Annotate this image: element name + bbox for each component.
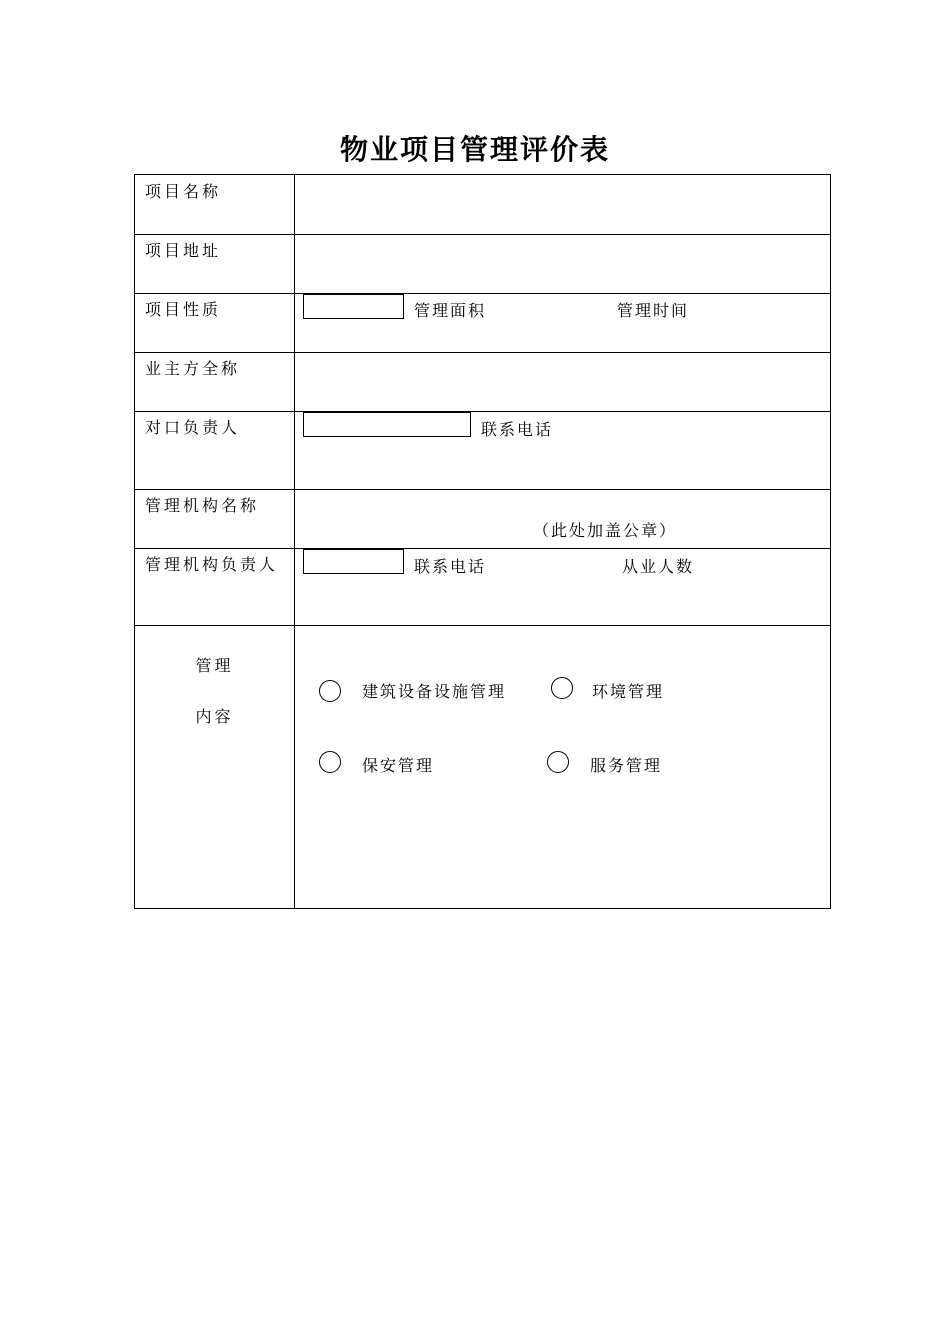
management-content-label-line1: 管理 <box>195 656 234 675</box>
contact-person-input[interactable] <box>303 412 471 437</box>
org-head-input[interactable] <box>303 549 404 574</box>
option-environment-management-label: 环境管理 <box>592 682 665 701</box>
management-area-label: 管理面积 <box>414 301 487 320</box>
column-divider <box>294 175 295 908</box>
org-name-label: 管理机构名称 <box>145 496 260 515</box>
option-facilities-management-label: 建筑设备设施管理 <box>362 682 507 701</box>
stamp-note: （此处加盖公章） <box>533 521 678 540</box>
page-title: 物业项目管理评价表 <box>339 133 610 166</box>
owner-full-name-field[interactable] <box>296 353 830 410</box>
project-name-label: 项目名称 <box>145 182 222 201</box>
contact-phone-label: 联系电话 <box>481 420 554 439</box>
management-time-label: 管理时间 <box>617 301 690 320</box>
radio-environment-management[interactable] <box>551 677 573 699</box>
radio-facilities-management[interactable] <box>319 680 341 702</box>
project-nature-label: 项目性质 <box>145 300 222 319</box>
row-divider <box>135 293 830 294</box>
owner-full-name-label: 业主方全称 <box>145 359 241 378</box>
radio-service-management[interactable] <box>547 751 569 773</box>
evaluation-form-table <box>134 174 831 909</box>
management-content-label-line2: 内容 <box>195 707 234 726</box>
project-address-label: 项目地址 <box>145 241 222 260</box>
radio-security-management[interactable] <box>319 751 341 773</box>
staff-count-label: 从业人数 <box>622 557 695 576</box>
option-security-management-label: 保安管理 <box>362 756 435 775</box>
row-divider <box>135 625 830 626</box>
project-address-field[interactable] <box>296 235 830 292</box>
row-divider <box>135 548 830 549</box>
project-name-field[interactable] <box>296 176 830 233</box>
contact-person-label: 对口负责人 <box>145 418 241 437</box>
org-head-label: 管理机构负责人 <box>145 555 279 574</box>
row-divider <box>135 489 830 490</box>
org-head-phone-label: 联系电话 <box>414 557 487 576</box>
row-divider <box>135 411 830 412</box>
option-service-management-label: 服务管理 <box>590 756 663 775</box>
project-nature-input[interactable] <box>303 294 404 319</box>
